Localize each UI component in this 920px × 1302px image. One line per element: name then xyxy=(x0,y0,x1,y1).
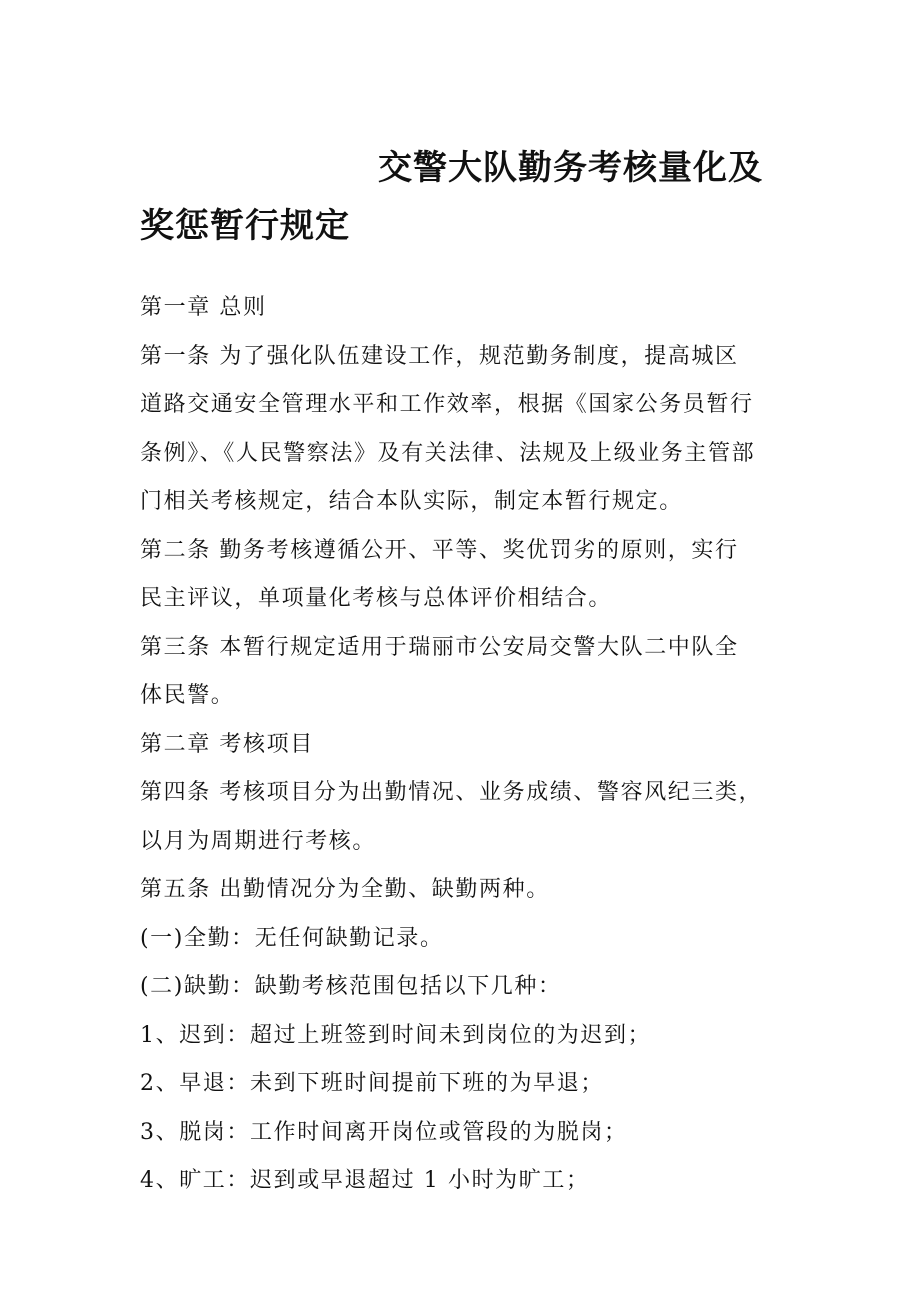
body-line: 道路交通安全管理水平和工作效率，根据《国家公务员暂行 xyxy=(140,392,754,417)
list-item: (二)缺勤：缺勤考核范围包括以下几种： xyxy=(140,974,562,999)
body-line: 门相关考核规定，结合本队实际，制定本暂行规定。 xyxy=(140,489,683,514)
chapter-heading: 第二章 考核项目 xyxy=(140,731,314,757)
body-line: 第二条 勤务考核遵循公开、平等、奖优罚劣的原则，实行 xyxy=(140,537,739,563)
body-line: 条例》、《人民警察法》及有关法律、法规及上级业务主管部 xyxy=(140,440,756,466)
body-line: 民主评议，单项量化考核与总体评价相结合。 xyxy=(140,586,613,611)
body-line: 体民警。 xyxy=(140,683,235,708)
list-item: 4、旷工：迟到或早退超过 1 小时为旷工； xyxy=(140,1168,590,1193)
body-line: 第一条 为了强化队伍建设工作，规范勤务制度，提高城区 xyxy=(140,343,739,369)
chapter-heading: 第一章 总则 xyxy=(140,295,267,320)
list-item: 2、早退：未到下班时间提前下班的为早退； xyxy=(140,1071,604,1096)
list-item: (一)全勤：无任何缺勤记录。 xyxy=(140,925,444,951)
list-item: 3、脱岗：工作时间离开岗位或管段的为脱岗； xyxy=(140,1119,628,1145)
body-line: 第四条 考核项目分为出勤情况、业务成绩、警容风纪三类， xyxy=(140,780,763,805)
body-line: 第五条 出勤情况分为全勤、缺勤两种。 xyxy=(140,877,550,902)
body-line: 以月为周期进行考核。 xyxy=(140,828,377,854)
document-title-line-1: 交警大队勤务考核量化及 xyxy=(378,148,763,188)
body-line: 第三条 本暂行规定适用于瑞丽市公安局交警大队二中队全 xyxy=(140,634,739,660)
list-item: 1、迟到：超过上班签到时间未到岗位的为迟到； xyxy=(140,1022,652,1048)
document-body xyxy=(140,284,790,1206)
document-title-line-2: 奖惩暂行规定 xyxy=(140,206,350,246)
